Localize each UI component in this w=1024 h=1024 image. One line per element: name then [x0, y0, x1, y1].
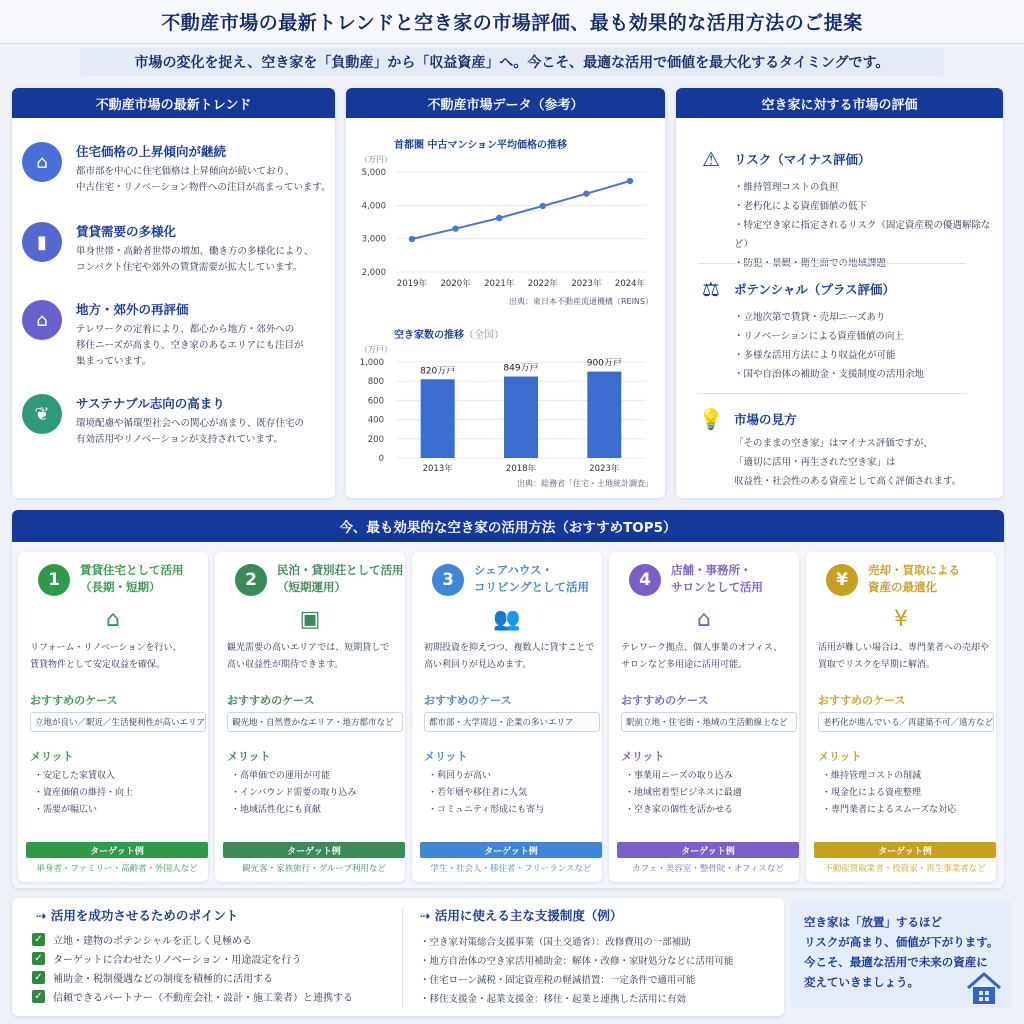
line-point: [627, 178, 633, 184]
y-tick-label: 0: [378, 454, 384, 464]
y-tick-label: 2,000: [361, 268, 386, 278]
method-number: 2: [235, 564, 267, 596]
view-heading: 💡 市場の見方: [698, 407, 797, 431]
line-series: [412, 181, 630, 239]
method-card: [412, 552, 602, 882]
line-point: [583, 190, 589, 196]
method-number: 3: [432, 564, 464, 596]
case-box: 立地が良い／駅近／生活便利性が高いエリア: [30, 712, 206, 732]
merit-heading: メリット: [818, 750, 862, 763]
x-tick-label: 2013年: [422, 464, 453, 474]
line-chart-title: 首都圏 中古マンション平均価格の推移: [394, 140, 568, 151]
market-data-panel: [346, 88, 665, 498]
points-title: ⇢ 活用を成功させるためのポイント: [36, 908, 239, 923]
suitcase-icon: ▣: [299, 606, 321, 632]
people-icon: 👥: [493, 606, 521, 632]
y-tick-label: 400: [367, 415, 384, 426]
page-subtitle: 市場の変化を捉え、空き家を「負動産」から「収益資産」へ。今こそ、最適な活用で価値を最大化するタイミングです。: [80, 48, 944, 76]
support-item: ・ 住宅ローン減税・固定資産税の軽減措置：一定条件で適用可能: [420, 972, 695, 986]
target-heading: ターゲット例: [26, 842, 208, 858]
x-tick-label: 2021年: [484, 279, 515, 289]
trend-body: 都市部を中心に住宅価格は上昇傾向が続いており、 中古住宅・リノベーション物件への注目が高まっています。: [76, 166, 331, 193]
merit-list: [822, 768, 956, 819]
point-item: ✓ ターゲットに合わせたリノベーション・用途設定を行う: [32, 951, 301, 966]
risk-list: [734, 178, 1003, 273]
method-description: 初期投資を抑えつつ、複数人に貸すことで 高い利回りが見込めます。: [424, 643, 595, 670]
target-heading: ターゲット例: [617, 842, 799, 858]
y-tick-label: 1,000: [359, 358, 384, 368]
target-text: 学生・社会人・移住者・フリーランスなど: [430, 864, 592, 874]
lightbulb-icon: 💡: [698, 407, 724, 431]
method-description: リフォーム・リノベーションを行い、 賃貸物件として安定収益を確保。: [30, 643, 182, 670]
case-box: 観光地・自然豊かなエリア・地方都市など: [227, 712, 403, 732]
trend-body: テレワークの定着により、都心から地方・郊外への 移住ニーズが高まり、空き家のあるエリアにも注目が 集まっています。: [76, 324, 304, 367]
trend-title: 地方・郊外の再評価: [76, 302, 189, 317]
method-card: [215, 552, 405, 882]
merit-item: ・ 安定した家賃収入: [34, 768, 133, 785]
house-icon: ⌂: [22, 142, 62, 182]
methods-header: 今、最も効果的な空き家の活用方法（おすすめTOP5）: [12, 510, 1004, 542]
bar: [504, 376, 538, 458]
case-heading: おすすめのケース: [30, 694, 118, 707]
target-text: カフェ・美容室・整骨院・オフィスなど: [632, 864, 784, 874]
market-data-header: 不動産市場データ（参考）: [346, 88, 665, 118]
x-tick-label: 2020年: [440, 279, 471, 289]
method-number: 4: [629, 564, 661, 596]
x-tick-label: 2023年: [571, 279, 602, 289]
checkmark-icon: ✓: [32, 971, 45, 984]
eval-item: ・ 老朽化による資産価値の低下: [734, 197, 1003, 216]
merit-item: ・ 維持管理コストの削減: [822, 768, 956, 785]
merit-item: ・ 事業用ニーズの取り込み: [625, 768, 742, 785]
point-item: ✓ 立地・建物のポテンシャルを正しく見極める: [32, 932, 252, 947]
trend-body: 単身世帯・高齢者世帯の増加、働き方の多様化により、 コンパクト住宅や郊外の賃貸需要が拡大しています。: [76, 246, 314, 273]
merit-list: [34, 768, 133, 819]
method-title: 民泊・貸別荘として活用 （短期運用）: [277, 563, 404, 594]
trends-header: 不動産市場の最新トレンド: [12, 88, 335, 118]
arrow-icon: ⇢: [420, 908, 435, 923]
house-icon: [964, 970, 1004, 1006]
merit-heading: メリット: [227, 750, 271, 763]
line-point: [496, 215, 502, 221]
checkmark-icon: ✓: [32, 990, 45, 1003]
method-title: 賃貸住宅として活用 （長期・短期）: [80, 563, 184, 594]
warning-icon: ⚠: [702, 147, 720, 171]
merit-heading: メリット: [621, 750, 665, 763]
case-box: 駅前立地・住宅街・地域の生活動線上など: [621, 712, 797, 732]
line-point: [540, 203, 546, 209]
bar-value-label: 900万戸: [586, 358, 622, 369]
case-heading: おすすめのケース: [621, 694, 709, 707]
point-item: ✓ 信頼できるパートナー（不動産会社・設計・施工業者）と連携する: [32, 989, 353, 1004]
merit-item: ・ 地域活性化にも貢献: [231, 802, 356, 819]
trend-body: 環境配慮や循環型社会への関心が高まり、既存住宅の 有効活用やリノベーションが支持されています。: [76, 418, 305, 445]
target-text: 不動産買取業者・投資家・再生事業者など: [824, 864, 986, 874]
y-tick-label: 800: [367, 377, 384, 388]
support-item: ・ 地方自治体の空き家活用補助金：解体・改修・家財処分などに活用可能: [420, 953, 734, 967]
potential-heading: ⚖ ポテンシャル（プラス評価）: [698, 276, 895, 302]
eval-item: ・ 立地次第で賃貸・売却ニーズあり: [734, 308, 924, 327]
y-tick-label: 3,000: [361, 234, 386, 245]
line-point: [409, 236, 415, 242]
eval-item: ・ リノベーションによる資産価値の向上: [734, 327, 924, 346]
line-chart-unit: （万円）: [360, 155, 392, 164]
support-title: ⇢ 活用に使える主な支援制度（例）: [420, 908, 623, 923]
case-heading: おすすめのケース: [227, 694, 315, 707]
case-box: 老朽化が進んでいる／再建築不可／遠方など: [818, 712, 994, 732]
trend-title: 住宅価格の上昇傾向が継続: [76, 144, 227, 159]
arrow-icon: ⇢: [36, 908, 51, 923]
target-heading: ターゲット例: [223, 842, 405, 858]
bar-chart: [346, 350, 665, 480]
merit-item: ・ インバウンド需要の取り込み: [231, 785, 356, 802]
method-title: 店舗・事務所・ サロンとして活用: [671, 563, 763, 594]
merit-item: ・ 若年層や移住者に人気: [428, 785, 544, 802]
eval-item: ・ 特定空き家に指定されるリスク（固定資産税の優遇解除など）: [734, 216, 1003, 254]
x-tick-label: 2019年: [396, 279, 428, 289]
bar-chart-source: 出典：総務省「住宅・土地統計調査」: [517, 479, 653, 488]
bar-chart-unit: （万戸）: [360, 345, 392, 354]
bar: [421, 379, 455, 458]
support-item: ・ 移住支援金・起業支援金：移住・起業と連携した活用に有効: [420, 991, 686, 1005]
leaf-icon: ❦: [22, 394, 62, 434]
callout-text: 空き家は「放置」するほど リスクが高まり、価値が下がります。 今こそ、最適な活用で未来の資産に 変えていきましょう。: [804, 915, 999, 989]
house-outline-icon: ⌂: [106, 606, 120, 632]
divider: [402, 908, 403, 1008]
merit-item: ・ 現金化による資産整理: [822, 785, 956, 802]
divider: [698, 393, 966, 394]
target-heading: ターゲット例: [814, 842, 996, 858]
merit-heading: メリット: [30, 750, 74, 763]
point-item: ✓ 補助金・税制優遇などの制度を積極的に活用する: [32, 970, 273, 985]
support-item: ・ 空き家対策総合支援事業（国土交通省）：改修費用の一部補助: [420, 934, 691, 948]
method-card: [806, 552, 996, 882]
checkmark-icon: ✓: [32, 952, 45, 965]
eval-item: ・ 維持管理コストの負担: [734, 178, 1003, 197]
merit-item: ・ 空き家の個性を活かせる: [625, 802, 742, 819]
bar-value-label: 820万戸: [420, 366, 456, 377]
method-description: 観光需要の高いエリアでは、短期貸しで 高い収益性が期待できます。: [227, 643, 390, 670]
shop-icon: ⌂: [697, 606, 711, 632]
line-chart-source: 出典：東日本不動産流通機構（REINS）: [508, 297, 653, 306]
bar: [587, 372, 621, 458]
divider: [698, 263, 966, 264]
eval-item: ・ 多様な活用方法により収益化が可能: [734, 346, 924, 365]
merit-item: ・ 利回りが高い: [428, 768, 544, 785]
potential-list: [734, 308, 924, 384]
bar-value-label: 849万戸: [503, 363, 539, 374]
risk-heading: ⚠ リスク（マイナス評価）: [698, 146, 871, 172]
x-tick-label: 2024年: [614, 279, 646, 289]
yen-coin-icon: ¥: [894, 606, 908, 632]
merit-item: ・ コミュニティ形成にも寄与: [428, 802, 544, 819]
bar-chart-title: 空き家数の推移（全国）: [394, 330, 504, 341]
method-description: 活用が難しい場合は、専門業者への売却や 買取でリスクを早期に解消。: [818, 643, 990, 670]
target-heading: ターゲット例: [420, 842, 602, 858]
x-tick-label: 2023年: [589, 464, 620, 474]
x-tick-label: 2022年: [527, 279, 558, 289]
checkmark-icon: ✓: [32, 933, 45, 946]
merit-item: ・ 需要が幅広い: [34, 802, 133, 819]
method-number: 1: [38, 564, 70, 596]
y-tick-label: 200: [367, 434, 384, 445]
method-card: [609, 552, 799, 882]
merit-item: ・ 資産価値の維持・向上: [34, 785, 133, 802]
case-heading: おすすめのケース: [818, 694, 906, 707]
merit-list: [625, 768, 742, 819]
target-text: 単身者・ファミリー・高齢者・外国人など: [36, 864, 198, 874]
evaluation-panel: [676, 88, 1003, 498]
suburb-house-icon: ⌂: [22, 300, 62, 340]
evaluation-header: 空き家に対する市場の評価: [676, 88, 1003, 118]
merit-item: ・ 地域密着型ビジネスに最適: [625, 785, 742, 802]
merit-item: ・ 高単価での運用が可能: [231, 768, 356, 785]
page-title: 不動産市場の最新トレンドと空き家の市場評価、最も効果的な活用方法のご提案: [0, 0, 1024, 44]
y-tick-label: 5,000: [361, 168, 386, 178]
view-body: 「そのままの空き家」はマイナス評価ですが、 「適切に活用・再生された空き家」は 収益性・社会性のある資産として高く評価されます。: [734, 438, 962, 487]
scale-icon: ⚖: [702, 277, 720, 301]
trends-panel: [12, 88, 335, 498]
trend-title: サステナブル志向の高まり: [76, 396, 225, 411]
target-text: 観光客・家族旅行・グループ利用など: [242, 864, 386, 874]
eval-item: ・ 国や自治体の補助金・支援制度の活用余地: [734, 365, 924, 384]
method-description: テレワーク拠点、個人事業のオフィス、 サロンなど多用途に活用可能。: [621, 643, 783, 670]
growth-chart-icon: ▮: [22, 222, 62, 262]
merit-list: [231, 768, 356, 819]
method-title: シェアハウス・ コリビングとして活用: [474, 563, 589, 594]
line-chart: [346, 160, 665, 300]
method-title: 売却・買取による 資産の最適化: [868, 563, 960, 594]
merit-heading: メリット: [424, 750, 468, 763]
merit-item: ・ 専門業者によるスムーズな対応: [822, 802, 956, 819]
y-tick-label: 4,000: [361, 201, 386, 212]
case-box: 都市部・大学周辺・企業の多いエリア: [424, 712, 600, 732]
x-tick-label: 2018年: [505, 464, 537, 474]
trend-title: 賃貸需要の多様化: [76, 224, 177, 239]
line-point: [452, 225, 458, 231]
method-card: [18, 552, 208, 882]
case-heading: おすすめのケース: [424, 694, 512, 707]
yen-icon: ¥: [826, 564, 858, 596]
merit-list: [428, 768, 544, 819]
y-tick-label: 600: [367, 396, 384, 407]
callout-box: [790, 900, 1012, 1008]
